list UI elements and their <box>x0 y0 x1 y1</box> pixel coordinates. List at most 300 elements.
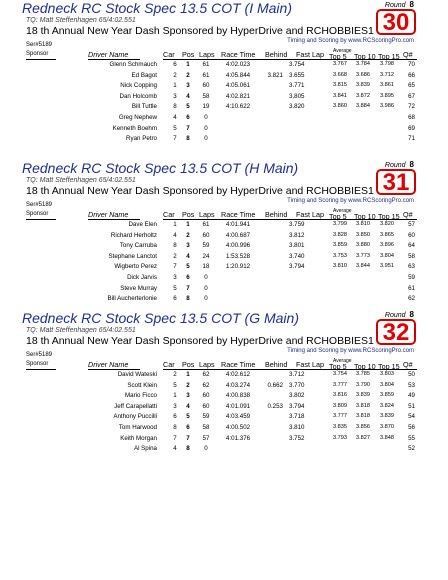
result-row <box>0 294 448 305</box>
driver-name: Stephane Lanctot <box>108 252 157 260</box>
race-time: 4:01.091 <box>226 402 251 410</box>
fast-lap: 3.801 <box>289 242 305 250</box>
car-number: 5 <box>173 284 177 292</box>
behind: 0.662 <box>267 381 283 389</box>
round-label: Round 8 <box>384 0 414 9</box>
driver-name: Greg Nephew <box>118 113 157 121</box>
qualifying-position: 55 <box>408 434 415 442</box>
col-pos: Pos <box>182 50 195 59</box>
qualifying-position: 71 <box>408 135 415 143</box>
qualifying-position: 68 <box>408 113 415 121</box>
col-laps: Laps <box>199 210 215 219</box>
heat-number-badge: 30 <box>376 9 416 35</box>
finish-position: 2 <box>186 381 190 389</box>
heat-number-badge: 32 <box>376 319 416 345</box>
finish-position: 6 <box>186 423 190 431</box>
top5-avg: 3.793 <box>333 434 347 441</box>
result-row <box>0 124 448 135</box>
fast-lap: 3.752 <box>289 434 305 442</box>
top5-avg: 3.835 <box>333 423 347 430</box>
qualifying-position: 52 <box>408 445 415 453</box>
top5-avg: 3.860 <box>333 103 347 110</box>
fast-lap: 3.770 <box>289 381 305 389</box>
driver-name: David Wateski <box>117 371 157 378</box>
result-row <box>0 370 448 381</box>
driver-name: Bill Tuttle <box>131 103 157 111</box>
laps: 58 <box>202 423 210 431</box>
fast-lap: 3.794 <box>289 263 305 271</box>
top5-avg: 3.816 <box>333 392 347 399</box>
top15-avg: 3.859 <box>380 392 394 399</box>
race-time: 4:00.687 <box>226 231 251 239</box>
qualifying-position: 65 <box>408 82 415 90</box>
fast-lap: 3.712 <box>289 371 305 378</box>
driver-name: Kenneth Boehm <box>112 124 157 132</box>
fast-lap: 3.812 <box>289 231 305 239</box>
laps: 62 <box>202 371 210 378</box>
car-number: 4 <box>173 231 177 239</box>
race-time: 4:02.821 <box>226 92 251 100</box>
finish-position: 6 <box>186 113 190 121</box>
top5-avg: 3.859 <box>333 242 347 249</box>
race-time: 4:10.622 <box>226 103 251 111</box>
finish-position: 8 <box>186 135 190 143</box>
round-number: 8 <box>409 310 414 319</box>
fast-lap: 3.740 <box>289 252 305 260</box>
car-number: 6 <box>173 295 177 303</box>
qualifying-position: 49 <box>408 392 415 400</box>
fast-lap: 3.718 <box>289 413 305 421</box>
finish-position: 4 <box>186 92 190 100</box>
laps: 61 <box>202 221 210 228</box>
finish-position: 6 <box>186 273 190 281</box>
col-race-time: Race Time <box>221 50 256 59</box>
top10-avg: 3.773 <box>356 252 370 259</box>
car-number: 1 <box>173 221 177 228</box>
col-top10: Top 10 <box>354 52 376 61</box>
result-row <box>0 252 448 263</box>
qualifying-position: 53 <box>408 381 415 389</box>
finish-position: 5 <box>186 413 190 421</box>
finish-position: 8 <box>186 445 190 453</box>
top15-avg: 3.870 <box>380 423 394 430</box>
tq-text: TQ: Matt Steffenhagen 65/4:02.551 <box>26 177 136 184</box>
top5-avg: 3.767 <box>333 61 347 67</box>
top10-avg: 3.850 <box>356 231 370 238</box>
car-number: 4 <box>173 113 177 121</box>
top15-avg: 3.895 <box>380 92 394 99</box>
col-top15: Top 15 <box>378 52 400 61</box>
average-label: Average <box>333 48 352 54</box>
fast-lap: 3.754 <box>289 61 305 68</box>
behind: 3.821 <box>267 71 283 79</box>
finish-position: 7 <box>186 434 190 442</box>
col-sponsor: Sponsor <box>26 211 49 217</box>
race-time: 4:05.061 <box>226 82 251 90</box>
col-pos: Pos <box>182 360 195 369</box>
result-row <box>0 113 448 124</box>
fast-lap: 3.759 <box>289 221 305 228</box>
col-laps: Laps <box>199 360 215 369</box>
event-name: 18 th Annual New Year Dash Sponsored by HyperDrive and RCHOBBIES1 <box>26 25 374 37</box>
finish-position: 2 <box>186 71 190 79</box>
driver-name: Scott Klein <box>127 381 157 389</box>
results-table <box>0 220 448 305</box>
race-time: 1:20.912 <box>226 263 251 271</box>
round-number: 8 <box>409 0 414 9</box>
top10-avg: 3.827 <box>356 434 370 441</box>
col-top5: Top 5 <box>329 362 347 371</box>
qualifying-position: 50 <box>408 371 415 378</box>
qualifying-position: 51 <box>408 402 415 410</box>
result-row <box>0 381 448 392</box>
driver-name: Nick Copping <box>120 82 157 90</box>
col-race-time: Race Time <box>221 210 256 219</box>
event-name: 18 th Annual New Year Dash Sponsored by HyperDrive and RCHOBBIES1 <box>26 335 374 347</box>
driver-name: Richard Herholtz <box>110 231 157 239</box>
laps: 0 <box>204 124 208 132</box>
col-fast-lap: Fast Lap <box>296 360 324 369</box>
top10-avg: 3.839 <box>356 392 370 399</box>
car-number: 4 <box>173 445 177 453</box>
driver-name: Anthony Puccilli <box>113 413 157 421</box>
top10-avg: 3.810 <box>356 221 370 227</box>
heat-title: Redneck RC Stock Spec 13.5 COT (G Main) <box>22 310 299 326</box>
laps: 58 <box>202 92 210 100</box>
top10-avg: 3.872 <box>356 92 370 99</box>
top15-avg: 3.865 <box>380 231 394 238</box>
results-table <box>0 60 448 145</box>
laps: 19 <box>202 103 210 111</box>
fast-lap: 3.655 <box>289 71 305 79</box>
top5-avg: 3.828 <box>333 231 347 238</box>
top15-avg: 3.804 <box>380 252 394 259</box>
col-laps: Laps <box>199 50 215 59</box>
car-number: 6 <box>173 61 177 68</box>
qualifying-position: 72 <box>408 103 415 111</box>
heat-number-badge: 31 <box>376 169 416 195</box>
result-row <box>0 81 448 92</box>
result-row <box>0 444 448 455</box>
car-number: 3 <box>173 273 177 281</box>
laps: 59 <box>202 413 210 421</box>
qualifying-position: 67 <box>408 92 415 100</box>
laps: 57 <box>202 434 210 442</box>
fast-lap: 3.794 <box>289 402 305 410</box>
race-time: 1:53.528 <box>226 252 251 260</box>
qualifying-position: 62 <box>408 295 415 303</box>
col-q: Q# <box>403 360 413 369</box>
car-number: 5 <box>173 124 177 132</box>
race-time: 4:03.274 <box>226 381 251 389</box>
qualifying-position: 70 <box>408 61 415 68</box>
top10-avg: 3.790 <box>356 381 370 388</box>
top10-avg: 3.856 <box>356 423 370 430</box>
result-row <box>0 241 448 252</box>
result-row <box>0 92 448 103</box>
top15-avg: 3.839 <box>380 413 394 420</box>
fast-lap: 3.771 <box>289 82 305 90</box>
car-number: 8 <box>173 423 177 431</box>
qualifying-position: 60 <box>408 231 415 239</box>
finish-position: 2 <box>186 231 190 239</box>
col-top5: Top 5 <box>329 212 347 221</box>
laps: 60 <box>202 82 210 90</box>
finish-position: 7 <box>186 284 190 292</box>
serial-number: Ser#5189 <box>26 202 53 208</box>
column-header <box>0 208 448 220</box>
driver-name: Tony Carruba <box>119 242 157 250</box>
laps: 61 <box>202 71 210 79</box>
col-pos: Pos <box>182 210 195 219</box>
col-driver: Driver Name <box>88 360 129 369</box>
driver-name: Tom Harwood <box>118 423 157 431</box>
result-row <box>0 134 448 145</box>
qualifying-position: 56 <box>408 423 415 431</box>
qualifying-position: 61 <box>408 284 415 292</box>
top15-avg: 3.986 <box>380 103 394 110</box>
qualifying-position: 63 <box>408 263 415 271</box>
fast-lap: 3.810 <box>289 423 305 431</box>
col-top15: Top 15 <box>378 362 400 371</box>
top10-avg: 3.784 <box>356 61 370 67</box>
result-row <box>0 273 448 284</box>
top10-avg: 3.785 <box>356 371 370 377</box>
driver-name: Keith Morgan <box>120 434 157 442</box>
laps: 60 <box>202 392 210 400</box>
tq-text: TQ: Matt Steffenhagen 65/4:02.551 <box>26 17 136 24</box>
qualifying-position: 57 <box>408 221 415 228</box>
laps: 59 <box>202 242 210 250</box>
finish-position: 1 <box>186 371 190 378</box>
round-label: Round 8 <box>384 310 414 319</box>
car-number: 2 <box>173 71 177 79</box>
laps: 60 <box>202 402 210 410</box>
column-header <box>0 48 448 60</box>
result-row <box>0 402 448 413</box>
driver-name: Mario Ficco <box>125 392 157 400</box>
col-car: Car <box>163 360 175 369</box>
driver-name: Dave Elen <box>128 221 157 228</box>
timing-credit: Timing and Scoring by www.RCScoringPro.com <box>287 198 414 204</box>
top10-avg: 3.818 <box>356 402 370 409</box>
car-number: 7 <box>173 263 177 271</box>
col-behind: Behind <box>265 360 288 369</box>
behind: 0.253 <box>267 402 283 410</box>
result-row <box>0 102 448 113</box>
col-top15: Top 15 <box>378 212 400 221</box>
top15-avg: 3.820 <box>380 221 394 227</box>
round-label: Round 8 <box>384 160 414 169</box>
driver-name: Al Spina <box>133 445 157 453</box>
qualifying-position: 54 <box>408 413 415 421</box>
laps: 62 <box>202 381 210 389</box>
col-fast-lap: Fast Lap <box>296 210 324 219</box>
finish-position: 3 <box>186 242 190 250</box>
top5-avg: 3.799 <box>333 221 347 227</box>
race-time: 4:05.844 <box>226 71 251 79</box>
col-driver: Driver Name <box>88 50 129 59</box>
result-row <box>0 71 448 82</box>
laps: 0 <box>204 284 208 292</box>
driver-name: Ryan Petro <box>126 135 157 143</box>
fast-lap: 3.802 <box>289 392 305 400</box>
top5-avg: 3.754 <box>333 371 347 377</box>
top15-avg: 3.951 <box>380 263 394 270</box>
finish-position: 3 <box>186 392 190 400</box>
top10-avg: 3.880 <box>356 242 370 249</box>
car-number: 8 <box>173 103 177 111</box>
top15-avg: 3.798 <box>380 61 394 67</box>
car-number: 2 <box>173 371 177 378</box>
top10-avg: 3.844 <box>356 263 370 270</box>
car-number: 5 <box>173 381 177 389</box>
col-car: Car <box>163 210 175 219</box>
heat-title: Redneck RC Stock Spec 13.5 COT (H Main) <box>22 160 299 176</box>
top15-avg: 3.861 <box>380 82 394 89</box>
result-row <box>0 262 448 273</box>
col-top10: Top 10 <box>354 212 376 221</box>
car-number: 8 <box>173 242 177 250</box>
col-q: Q# <box>403 50 413 59</box>
finish-position: 8 <box>186 295 190 303</box>
qualifying-position: 59 <box>408 273 415 281</box>
race-time: 4:03.459 <box>226 413 251 421</box>
timing-credit: Timing and Scoring by www.RCScoringPro.com <box>287 348 414 354</box>
average-label: Average <box>333 208 352 214</box>
driver-name: Ed Bagot <box>131 71 157 79</box>
top15-avg: 3.804 <box>380 381 394 388</box>
car-number: 1 <box>173 392 177 400</box>
car-number: 3 <box>173 402 177 410</box>
laps: 0 <box>204 295 208 303</box>
car-number: 2 <box>173 252 177 260</box>
top5-avg: 3.777 <box>333 413 347 420</box>
finish-position: 1 <box>186 61 190 68</box>
car-number: 1 <box>173 82 177 90</box>
result-row <box>0 391 448 402</box>
car-number: 7 <box>173 434 177 442</box>
driver-name: Dan Holcomb <box>119 92 157 100</box>
col-q: Q# <box>403 210 413 219</box>
driver-name: Bill Aucherterlonie <box>107 295 157 303</box>
tq-text: TQ: Matt Steffenhagen 65/4:02.551 <box>26 327 136 334</box>
finish-position: 1 <box>186 221 190 228</box>
car-number: 6 <box>173 413 177 421</box>
top15-avg: 3.803 <box>380 371 394 377</box>
qualifying-position: 69 <box>408 124 415 132</box>
driver-name: Glenn Schmauch <box>109 61 157 68</box>
finish-position: 4 <box>186 402 190 410</box>
fast-lap: 3.805 <box>289 92 305 100</box>
laps: 24 <box>202 252 210 260</box>
timing-credit: Timing and Scoring by www.RCScoringPro.com <box>287 38 414 44</box>
top5-avg: 3.810 <box>333 263 347 270</box>
col-top10: Top 10 <box>354 362 376 371</box>
laps: 61 <box>202 61 210 68</box>
race-time: 4:00.502 <box>226 423 251 431</box>
race-time: 4:01.376 <box>226 434 251 442</box>
finish-position: 7 <box>186 124 190 132</box>
round-number: 8 <box>409 160 414 169</box>
result-row <box>0 231 448 242</box>
col-race-time: Race Time <box>221 360 256 369</box>
race-time: 4:02.612 <box>226 371 251 378</box>
result-row <box>0 434 448 445</box>
result-row <box>0 220 448 231</box>
race-time: 4:01.941 <box>226 221 251 228</box>
qualifying-position: 66 <box>408 71 415 79</box>
top5-avg: 3.815 <box>333 82 347 89</box>
results-table <box>0 370 448 455</box>
col-sponsor: Sponsor <box>26 361 49 367</box>
driver-name: Wigberto Perez <box>114 263 157 271</box>
col-fast-lap: Fast Lap <box>296 50 324 59</box>
race-time: 4:02.023 <box>226 61 251 68</box>
finish-position: 3 <box>186 82 190 90</box>
laps: 0 <box>204 113 208 121</box>
finish-position: 4 <box>186 252 190 260</box>
laps: 60 <box>202 231 210 239</box>
car-number: 3 <box>173 92 177 100</box>
col-behind: Behind <box>265 50 288 59</box>
top10-avg: 3.818 <box>356 413 370 420</box>
top5-avg: 3.841 <box>333 92 347 99</box>
top15-avg: 3.896 <box>380 242 394 249</box>
top10-avg: 3.839 <box>356 82 370 89</box>
average-label: Average <box>333 358 352 364</box>
col-behind: Behind <box>265 210 288 219</box>
result-row <box>0 412 448 423</box>
race-time: 4:00.996 <box>226 242 251 250</box>
finish-position: 5 <box>186 103 190 111</box>
driver-name: Dick Jarvis <box>127 273 157 281</box>
finish-position: 5 <box>186 263 190 271</box>
laps: 0 <box>204 135 208 143</box>
event-name: 18 th Annual New Year Dash Sponsored by HyperDrive and RCHOBBIES1 <box>26 185 374 197</box>
driver-name: Steve Murray <box>120 284 157 292</box>
col-top5: Top 5 <box>329 52 347 61</box>
serial-number: Ser#5189 <box>26 352 53 358</box>
top15-avg: 3.848 <box>380 434 394 441</box>
qualifying-position: 64 <box>408 242 415 250</box>
result-row <box>0 60 448 71</box>
car-number: 7 <box>173 135 177 143</box>
top5-avg: 3.777 <box>333 381 347 388</box>
heat-title: Redneck RC Stock Spec 13.5 COT (I Main) <box>22 0 292 16</box>
fast-lap: 3.820 <box>289 103 305 111</box>
top10-avg: 3.884 <box>356 103 370 110</box>
col-driver: Driver Name <box>88 210 129 219</box>
driver-name: Jeff Carapellatti <box>114 402 157 410</box>
top15-avg: 3.712 <box>380 71 394 78</box>
laps: 0 <box>204 273 208 281</box>
top5-avg: 3.809 <box>333 402 347 409</box>
qualifying-position: 58 <box>408 252 415 260</box>
result-row <box>0 284 448 295</box>
top10-avg: 3.686 <box>356 71 370 78</box>
top5-avg: 3.668 <box>333 71 347 78</box>
top15-avg: 3.824 <box>380 402 394 409</box>
top5-avg: 3.753 <box>333 252 347 259</box>
result-row <box>0 423 448 434</box>
col-car: Car <box>163 50 175 59</box>
race-time: 4:00.838 <box>226 392 251 400</box>
serial-number: Ser#5189 <box>26 42 53 48</box>
col-sponsor: Sponsor <box>26 51 49 57</box>
column-header <box>0 358 448 370</box>
laps: 18 <box>202 263 210 271</box>
